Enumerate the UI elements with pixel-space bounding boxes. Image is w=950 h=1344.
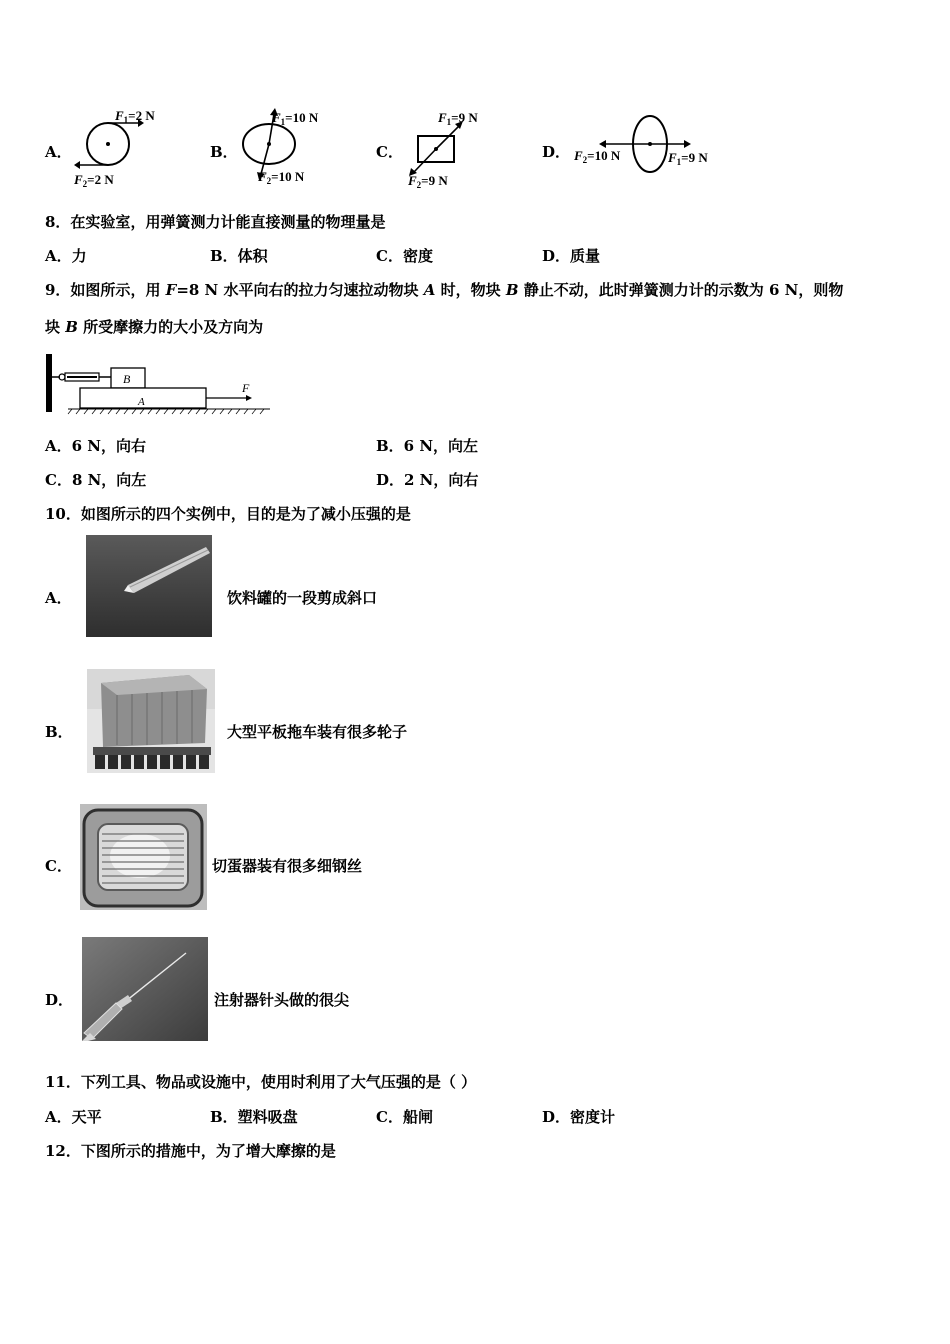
- q9-option-c[interactable]: C．8 N，向左: [45, 471, 147, 489]
- q7-option-a-diagram: [70, 104, 180, 190]
- q10-option-a-text: 饮料罐的一段剪成斜口: [227, 589, 378, 607]
- svg-text:F2=10 N: $F_2=10$ N: [574, 148, 621, 165]
- q10-option-b-photo: [87, 669, 215, 777]
- svg-text:B: B: [123, 372, 131, 386]
- q10-option-a-label: A．: [45, 589, 72, 607]
- svg-text:F2=2 N: $F_2=2$ N: [74, 172, 114, 189]
- q10-option-c-photo: [80, 804, 207, 914]
- q10-option-d-photo: [82, 937, 208, 1045]
- svg-text:F2=9 N: $F_2=9$ N: [408, 173, 448, 190]
- q7-option-b-diagram: [232, 104, 342, 190]
- q10-option-b-text: 大型平板拖车装有很多轮子: [227, 723, 408, 741]
- q10-option-d-text: 注射器针头做的很尖: [214, 991, 350, 1009]
- q8-option-b[interactable]: B．体积: [210, 247, 268, 265]
- svg-text:F1=2 N: $F_1=2$ N: [115, 108, 155, 125]
- q10-option-c-label: C．: [45, 857, 72, 875]
- q9-stem-line2: 块 B 所受摩擦力的大小及方向为: [45, 318, 264, 336]
- q11-stem: 11．下列工具、物品或设施中，使用时利用了大气压强的是（ ）: [45, 1073, 477, 1091]
- q7-option-b-label: B．: [210, 143, 238, 161]
- q9-option-d[interactable]: D．2 N，向右: [376, 471, 479, 489]
- svg-text:F1=9 N: $F_1=9$ N: [668, 150, 708, 167]
- q10-option-d-label: D．: [45, 991, 74, 1009]
- svg-text:F1=9 N: $F_1=9$ N: [438, 110, 478, 127]
- q8-option-a[interactable]: A．力: [45, 247, 87, 265]
- q11-option-c[interactable]: C．船闸: [376, 1108, 433, 1126]
- q11-option-a[interactable]: A．天平: [45, 1108, 102, 1126]
- svg-text:A: A: [138, 396, 145, 408]
- q9-option-b[interactable]: B．6 N，向左: [376, 437, 479, 455]
- q11-option-d[interactable]: D．密度计: [542, 1108, 616, 1126]
- q8-stem: 8．在实验室，用弹簧测力计能直接测量的物理量是: [45, 213, 386, 231]
- q9-diagram: [42, 352, 282, 416]
- q7-option-d-diagram: [572, 104, 722, 190]
- q10-option-c-text: 切蛋器装有很多细钢丝: [212, 857, 363, 875]
- q12-stem: 12．下图所示的措施中，为了增大摩擦的是: [45, 1142, 336, 1160]
- q11-option-b[interactable]: B．塑料吸盘: [210, 1108, 298, 1126]
- q9-stem-line1: 9．如图所示，用 F=8 N 水平向右的拉力匀速拉动物块 A 时，物块 B 静止不动，此时弹簧测力计的示数为 6 N，则物: [45, 281, 844, 299]
- svg-text:F1=10 N: $F_1=10$ N: [272, 110, 319, 127]
- q10-option-b-label: B．: [45, 723, 73, 741]
- q7-option-c-label: C．: [376, 143, 403, 161]
- q9-option-a[interactable]: A．6 N，向右: [45, 437, 147, 455]
- svg-text:F: F: [242, 381, 250, 395]
- q10-stem: 10．如图所示的四个实例中，目的是为了减小压强的是: [45, 505, 411, 523]
- q8-option-c[interactable]: C．密度: [376, 247, 433, 265]
- q7-option-c-diagram: [404, 104, 514, 190]
- q10-option-a-photo: [86, 535, 212, 641]
- q7-option-a-label: A．: [45, 143, 72, 161]
- q7-option-d-label: D．: [542, 143, 571, 161]
- q8-option-d[interactable]: D．质量: [542, 247, 601, 265]
- svg-text:F2=10 N: $F_2=10$ N: [258, 169, 305, 186]
